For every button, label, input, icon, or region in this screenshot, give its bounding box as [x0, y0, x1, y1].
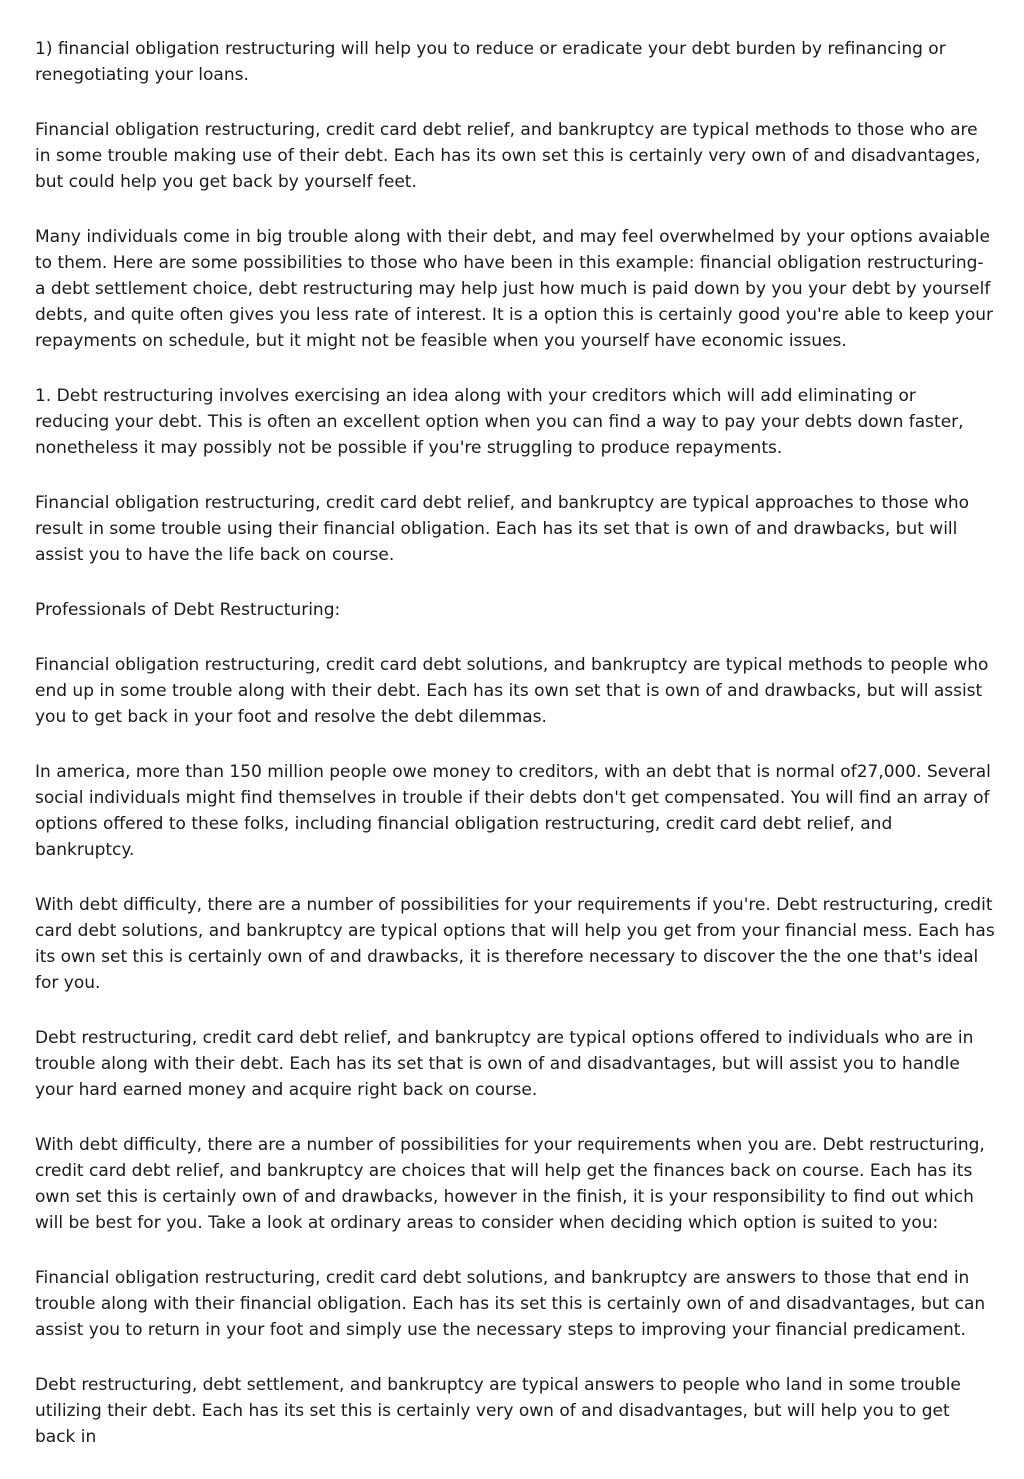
document-body	[35, 36, 995, 1479]
paragraph-8: In america, more than 150 million people owe money to creditors, with an debt that is normal of27,000. Several social individuals might find themselves in trouble if their debts don't get compensated. You will find an array of options offered to these folks, including financial obligation restructuring, credit card debt relief, and bankruptcy.	[35, 762, 991, 860]
paragraph-3: Many individuals come in big trouble along with their debt, and may feel overwhelmed by your options avaiable to them. Here are some possibilities to those who have been in this example: financial obligation restructuring- a debt settlement choice, debt restructuring may help just how much is paid down by you your debt by yourself debts, and quite often gives you less rate of interest. It is a option this is certainly good you're able to keep your repayments on schedule, but it might not be feasible when you yourself have economic issues.	[35, 227, 993, 351]
paragraph-5: Financial obligation restructuring, credit card debt relief, and bankruptcy are typical approaches to those who result in some trouble using their financial obligation. Each has its set that is own of and drawbacks, but will assist you to have the life back on course.	[35, 493, 970, 565]
section-heading-professionals: Professionals of Debt Restructuring:	[35, 600, 341, 620]
paragraph-10: Debt restructuring, credit card debt relief, and bankruptcy are typical options offered to individuals who are in trouble along with their debt. Each has its set that is own of and disadvantages, but will assist you to handle your hard earned money and acquire right back on course.	[35, 1028, 974, 1100]
paragraph-7: Financial obligation restructuring, credit card debt solutions, and bankruptcy are typical methods to people who end up in some trouble along with their debt. Each has its own set that is own of and drawbacks, but will assist you to get back in your foot and resolve the debt dilemmas.	[35, 655, 989, 727]
paragraph-9: With debt difficulty, there are a number of possibilities for your requirements if you're. Debt restructuring, credit card debt solutions, and bankruptcy are typical options that will help you get from your financial mess. Each has its own set this is certainly own of and drawbacks, it is therefore necessary to discover the the one that's ideal for you.	[35, 895, 995, 993]
paragraph-12: Financial obligation restructuring, credit card debt solutions, and bankruptcy are answers to those that end in trouble along with their financial obligation. Each has its set this is certainly own of and disadvantages, but can assist you to return in your foot and simply use the necessary steps to improving your financial predicament.	[35, 1268, 986, 1340]
paragraph-4: 1. Debt restructuring involves exercising an idea along with your creditors which will add eliminating or reducing your debt. This is often an excellent option when you can find a way to pay your debts down faster, nonetheless it may possibly not be possible if you're struggling to produce repayments.	[35, 386, 964, 458]
paragraph-2: Financial obligation restructuring, credit card debt relief, and bankruptcy are typical methods to those who are in some trouble making use of their debt. Each has its own set this is certainly very own of and disadvantages, but could help you get back by yourself feet.	[35, 120, 981, 192]
paragraph-13: Debt restructuring, debt settlement, and bankruptcy are typical answers to people who land in some trouble utilizing their debt. Each has its set this is certainly very own of and disadvantages, but will help you to get back in	[35, 1375, 961, 1447]
paragraph-11: With debt difficulty, there are a number of possibilities for your requirements when you are. Debt restructuring, credit card debt relief, and bankruptcy are choices that will help get the finances back on course. Each has its own set this is certainly own of and drawbacks, however in the finish, it is your responsibility to find out which will be best for you. Take a look at ordinary areas to consider when deciding which option is suited to you:	[35, 1135, 985, 1233]
paragraph-1: 1) financial obligation restructuring will help you to reduce or eradicate your debt burden by refinancing or renegotiating your loans.	[35, 39, 946, 85]
